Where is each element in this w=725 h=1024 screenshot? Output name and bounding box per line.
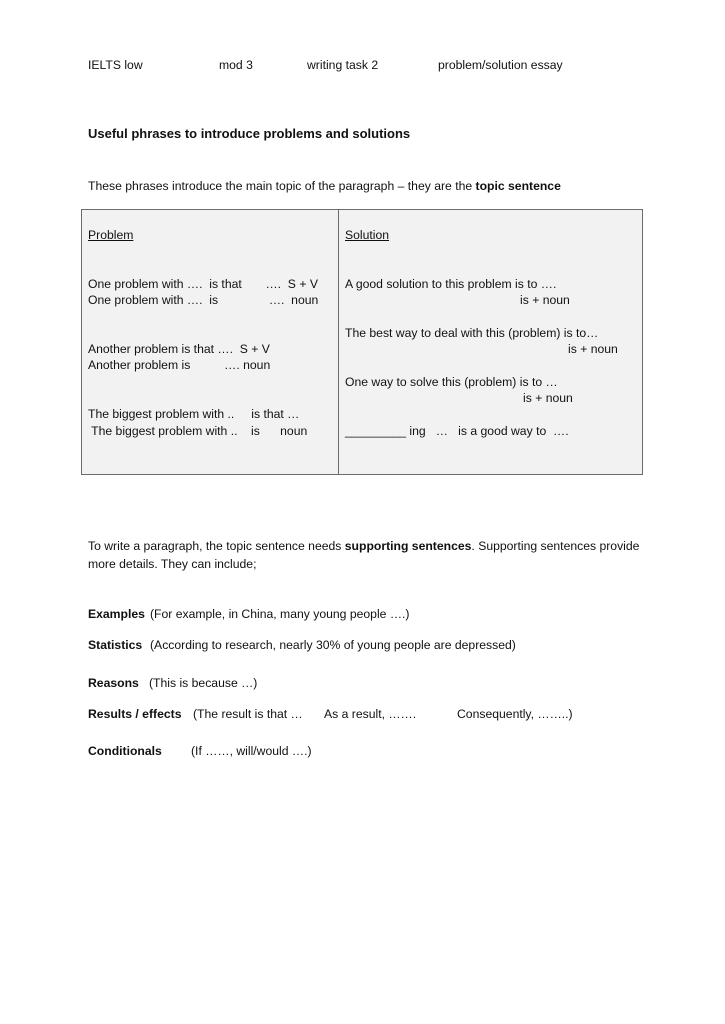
solution-line: _________ ing … is a good way to …. [345, 424, 569, 438]
phrases-table [81, 209, 643, 475]
support-line-2: more details. They can include; [88, 557, 257, 571]
conditionals-label: Conditionals [88, 744, 162, 758]
solution-line: is + noun [523, 391, 573, 405]
problem-heading: Problem [88, 228, 134, 242]
solution-line: The best way to deal with this (problem) is to… [345, 326, 599, 340]
header-module: mod 3 [219, 58, 253, 72]
intro-text: These phrases introduce the main topic of the paragraph – they are the [88, 179, 476, 193]
results-label: Results / effects [88, 707, 182, 721]
problem-line: One problem with …. is …. noun [88, 293, 319, 307]
support-bold: supporting sentences [344, 539, 472, 553]
solution-line: A good solution to this problem is to …. [345, 277, 557, 291]
page-title: Useful phrases to introduce problems and solutions [88, 126, 411, 141]
conditionals-text: (If ……, will/would ….) [191, 744, 312, 758]
solution-line: is + noun [520, 293, 570, 307]
examples-text: (For example, in China, many young people ….) [150, 607, 410, 621]
reasons-text: (This is because …) [149, 676, 258, 690]
support-line-1 [88, 538, 639, 554]
results-text: As a result, ……. [324, 707, 417, 721]
statistics-label: Statistics [88, 638, 143, 652]
solution-line: is + noun [568, 342, 618, 356]
problem-line: One problem with …. is that …. S + V [88, 277, 318, 291]
problem-line: Another problem is that …. S + V [88, 342, 270, 356]
reasons-label: Reasons [88, 676, 139, 690]
table-divider [338, 210, 339, 474]
examples-label: Examples [88, 607, 145, 621]
statistics-text: (According to research, nearly 30% of young people are depressed) [150, 638, 516, 652]
problem-line: The biggest problem with .. is that … [88, 407, 300, 421]
support-text: . Supporting sentences provide [471, 539, 640, 553]
header-course: IELTS low [88, 58, 143, 72]
results-text: Consequently, ……..) [457, 707, 573, 721]
header-task: writing task 2 [307, 58, 379, 72]
support-text: To write a paragraph, the topic sentence needs [88, 539, 345, 553]
header-essay-type: problem/solution essay [438, 58, 563, 72]
results-text: (The result is that … [193, 707, 303, 721]
solution-heading: Solution [345, 228, 390, 242]
intro-bold: topic sentence [475, 179, 561, 193]
intro-paragraph [88, 178, 561, 194]
problem-line: The biggest problem with .. is noun [88, 424, 308, 438]
solution-line: One way to solve this (problem) is to … [345, 375, 558, 389]
problem-line: Another problem is …. noun [88, 358, 271, 372]
